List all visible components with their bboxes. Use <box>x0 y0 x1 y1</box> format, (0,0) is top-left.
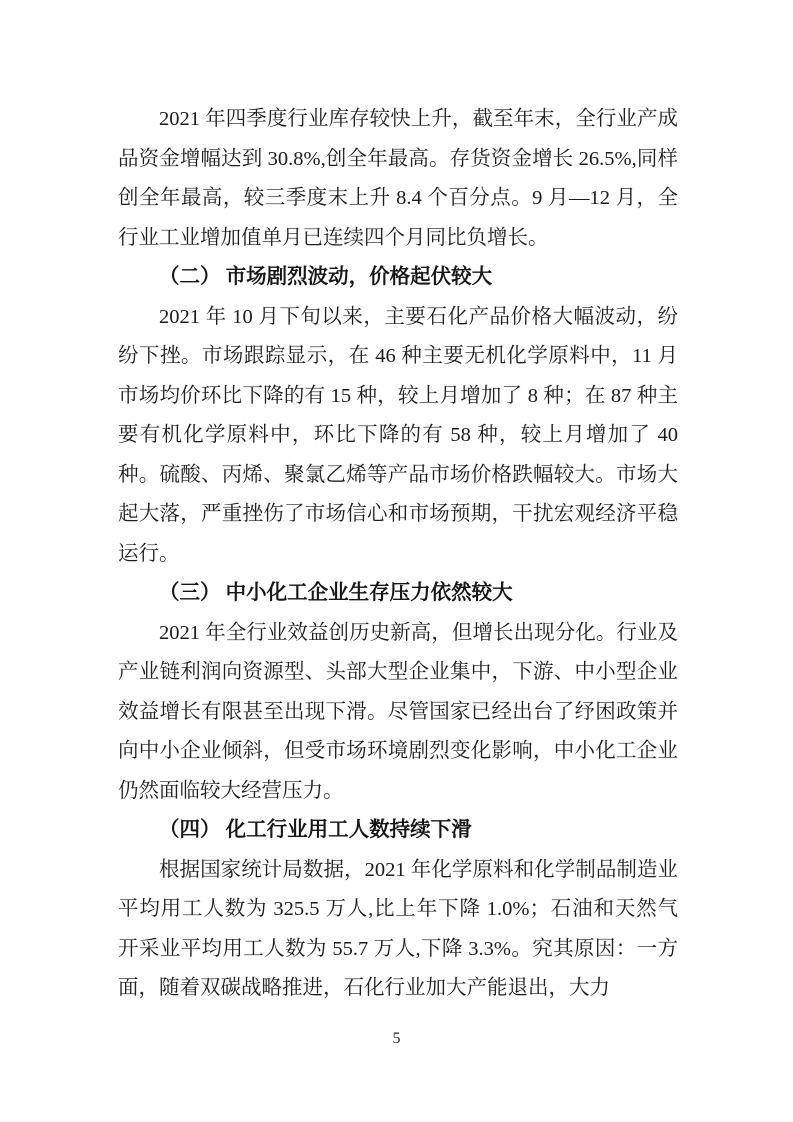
heading-market-volatility: （二） 市场剧烈波动，价格起伏较大 <box>159 266 493 288</box>
paragraph-price-fluctuation: 2021 年 10 月下旬以来，主要石化产品价格大幅波动，纷纷下挫。市场跟踪显示，在 46 种主要无机化学原料中，11 月市场均价环比下降的有 15 种，较上月增加了 8 种；在 87 种主要有机化学原料中，环比下降的有 58 种，较上月增加了 40 种。硫酸、丙烯、聚氯乙烯等产品市场价格跌幅较大。市场大起大落，严重挫伤了市场信心和市场预期，干扰宏观经济平稳运行。 <box>118 305 678 565</box>
page-footer <box>0 1030 793 1048</box>
paragraph-sme-situation: 2021 年全行业效益创历史新高，但增长出现分化。行业及产业链利润向资源型、头部大型企业集中，下游、中小型企业效益增长有限甚至出现下滑。尽管国家已经出台了纾困政策并向中小企业倾斜，但受市场环境剧烈变化影响，中小化工企业仍然面临较大经营压力。 <box>118 621 678 802</box>
page-number: 5 <box>392 1030 401 1047</box>
paragraph-employment-data: 根据国家统计局数据，2021 年化学原料和化学制品制造业平均用工人数为 325.5 万人,比上年下降 1.0%；石油和天然气开采业平均用工人数为 55.7 万人,下降 3.3%。究其原因：一方面，随着双碳战略推进，石化行业加大产能退出，大力 <box>118 858 678 999</box>
heading-sme-pressure: （三） 中小化工企业生存压力依然较大 <box>159 582 513 604</box>
heading-employment-decline: （四） 化工行业用工人数持续下滑 <box>159 819 472 841</box>
document-body <box>118 100 678 1009</box>
paragraph-inventory-growth: 2021 年四季度行业库存较快上升，截至年末，全行业产成品资金增幅达到 30.8%,创全年最高。存货资金增长 26.5%,同样创全年最高，较三季度末上升 8.4 个百分点。9 月—12 月，全行业工业增加值单月已连续四个月同比负增长。 <box>118 108 678 249</box>
